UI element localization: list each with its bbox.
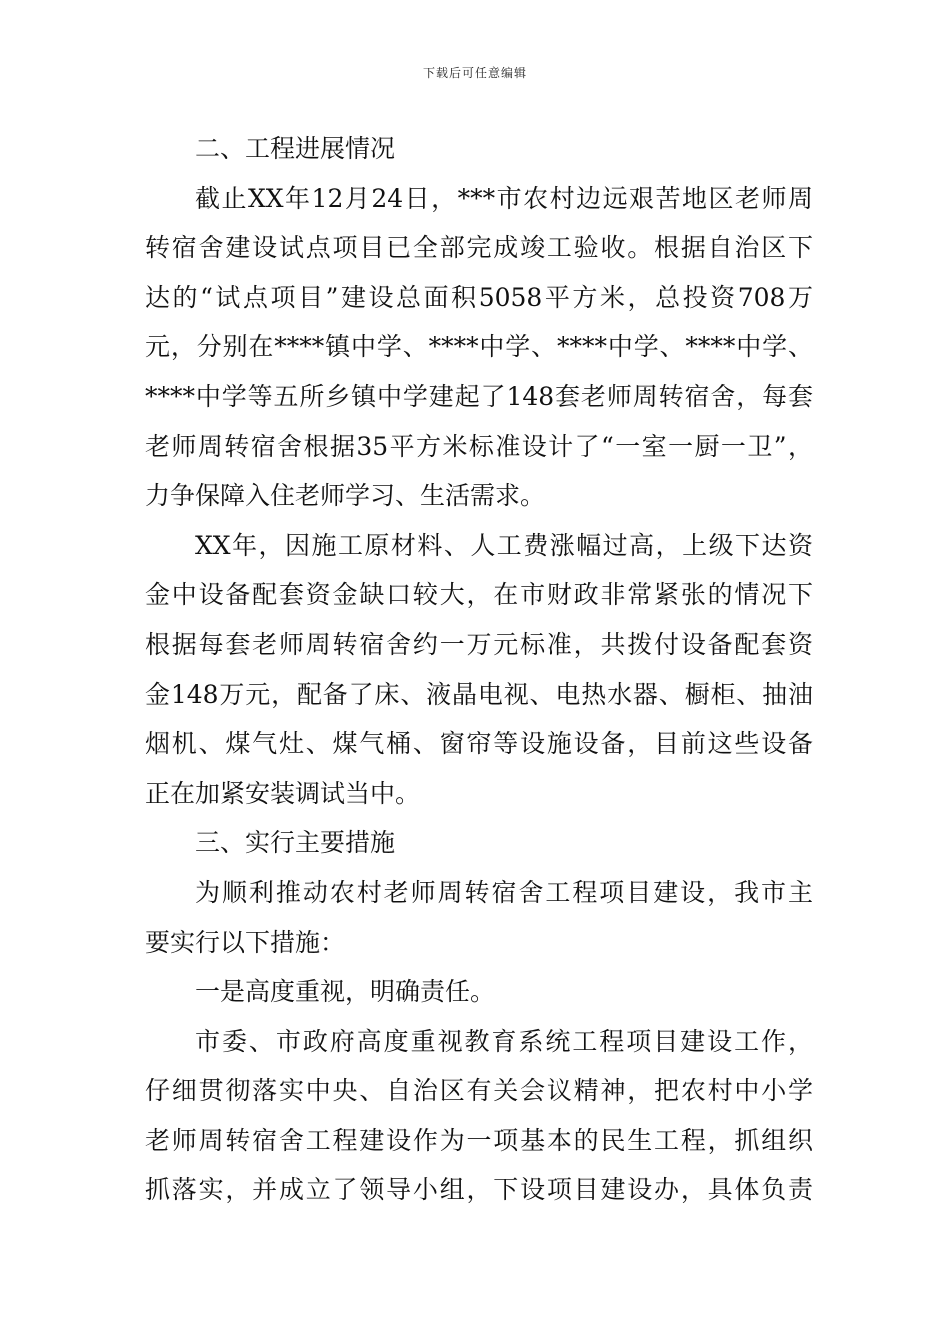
text-line: 为顺利推动农村老师周转宿舍工程项目建设，我市主 bbox=[195, 877, 813, 907]
text-line: 金148万元，配备了床、液晶电视、电热水器、橱柜、抽油 bbox=[145, 679, 813, 709]
text-line: 力争保障入住老师学习、生活需求。 bbox=[145, 481, 546, 511]
text-line: 烟机、煤气灶、煤气桶、窗帘等设施设备，目前这些设备 bbox=[145, 729, 813, 759]
text-line: 转宿舍建设试点项目已全部完成竣工验收。根据自治区下 bbox=[145, 233, 813, 263]
document-body bbox=[145, 124, 813, 1215]
text-line: 正在加紧安装调试当中。 bbox=[145, 778, 421, 808]
text-line: 根据每套老师周转宿舍约一万元标准，共拨付设备配套资 bbox=[145, 629, 813, 659]
text-line: 市委、市政府高度重视教育系统工程项目建设工作， bbox=[195, 1026, 813, 1056]
page-header: 下载后可任意编辑 bbox=[422, 66, 527, 80]
text-line: XX年，因施工原材料、人工费涨幅过高，上级下达资 bbox=[195, 530, 813, 560]
text-line: 三、实行主要措施 bbox=[195, 828, 396, 858]
text-line: 抓落实，并成立了领导小组，下设项目建设办，具体负责 bbox=[145, 1175, 813, 1205]
text-line: 老师周转宿舍根据35平方米标准设计了“一室一厨一卫”， bbox=[145, 431, 813, 461]
text-line: 一是高度重视，明确责任。 bbox=[195, 977, 496, 1007]
text-line: 元，分别在****镇中学、****中学、****中学、****中学、 bbox=[145, 332, 813, 362]
text-line: 老师周转宿舍工程建设作为一项基本的民生工程，抓组织 bbox=[145, 1125, 813, 1155]
text-line: ****中学等五所乡镇中学建起了148套老师周转宿舍，每套 bbox=[145, 381, 813, 411]
text-line: 达的“试点项目”建设总面积5058平方米，总投资708万 bbox=[145, 282, 813, 312]
text-line: 截止XX年12月24日，***市农村边远艰苦地区老师周 bbox=[195, 183, 813, 213]
text-line: 仔细贯彻落实中央、自治区有关会议精神，把农村中小学 bbox=[145, 1076, 813, 1106]
text-line: 金中设备配套资金缺口较大，在市财政非常紧张的情况下 bbox=[145, 580, 813, 610]
text-line: 二、工程进展情况 bbox=[195, 134, 396, 163]
text-line: 要实行以下措施： bbox=[145, 927, 346, 957]
